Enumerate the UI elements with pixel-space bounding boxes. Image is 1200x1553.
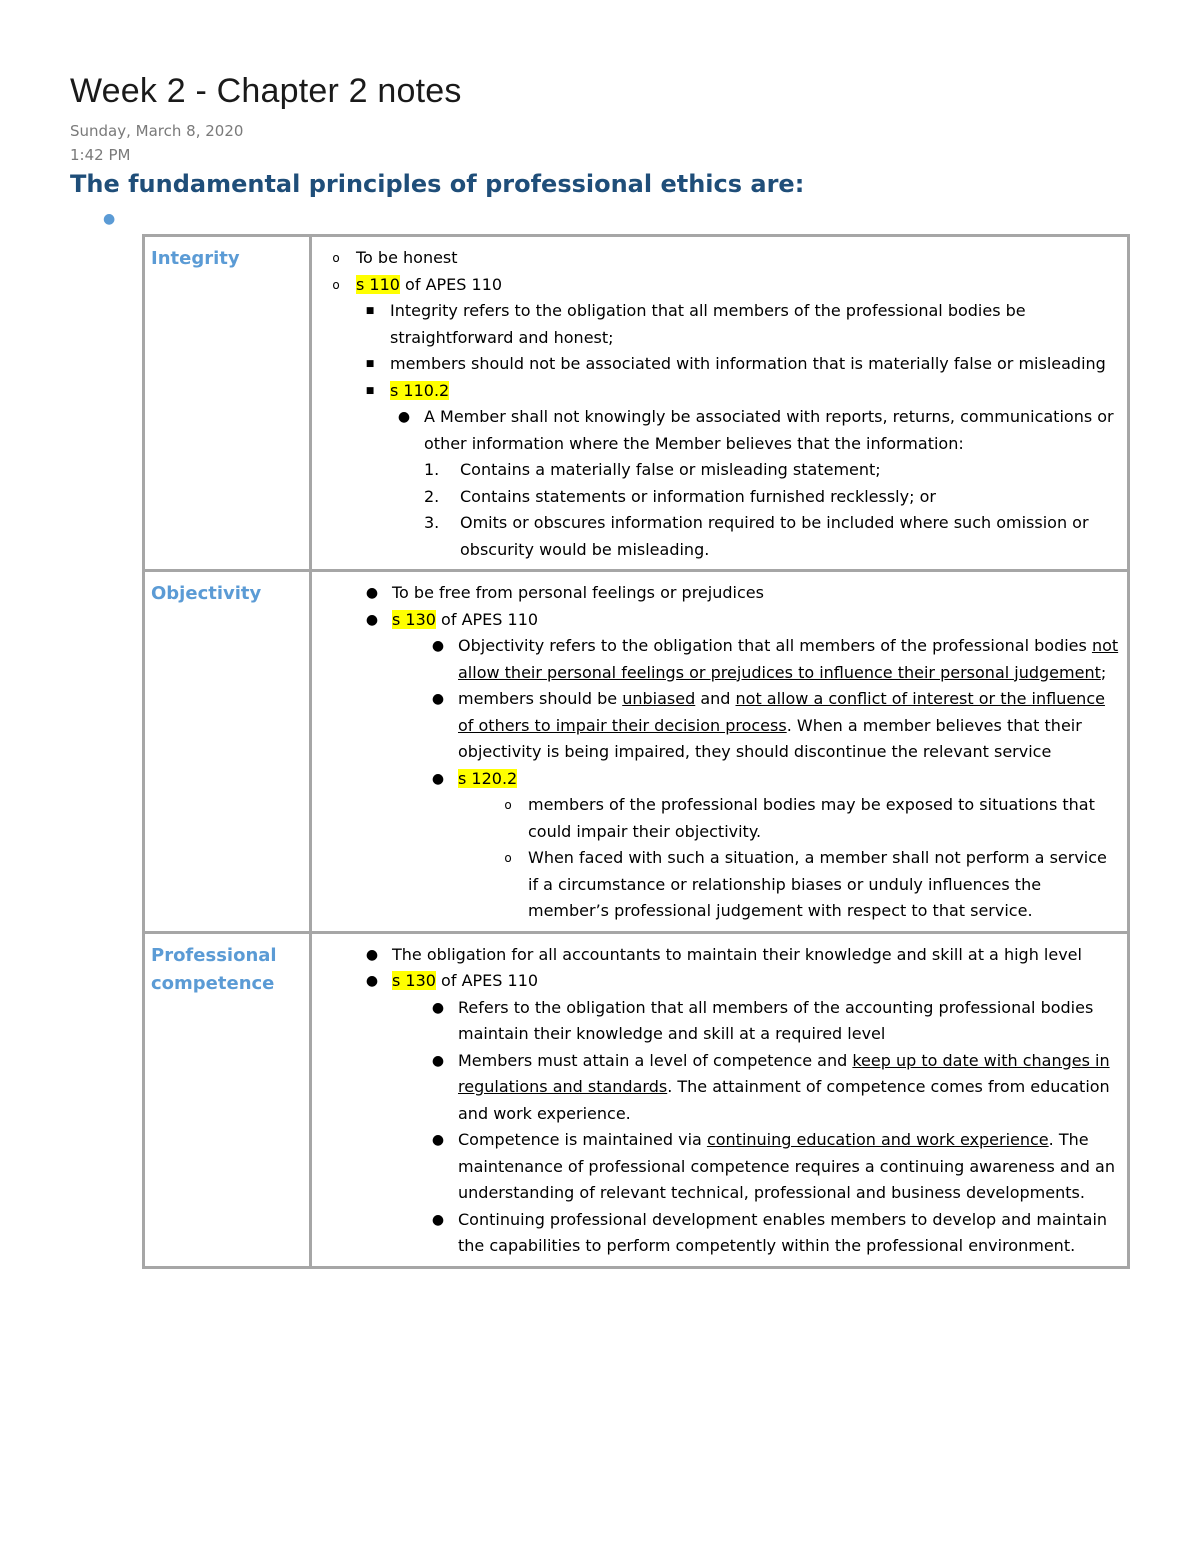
list-item [365,942,1121,969]
list-item [365,298,1121,351]
square-bullet-icon: ■ [365,359,375,369]
table-row [144,932,1129,1267]
list-item [424,484,1121,511]
label-cell [144,932,311,1267]
list-item [365,378,1121,564]
list [318,942,1121,1260]
note-time: 1:42 PM [70,146,131,164]
dot-bullet-icon: ● [365,946,379,963]
dot-bullet-icon: ● [397,409,411,425]
principle-label-integrity: Integrity [151,248,240,269]
list-item [431,1127,1121,1207]
circle-bullet-icon: o [504,851,512,865]
section-heading: The fundamental principles of professional ethics are: [70,170,805,198]
content-cell [311,571,1129,933]
list-item [365,580,1121,607]
list-item [424,457,1121,484]
list-item-text: Members must attain a level of competence and [458,1050,853,1070]
list-item [365,351,1121,378]
underlined-text: unbiased [622,689,696,708]
highlighted-reference: s 110 [356,274,400,294]
list-item-text: The obligation for all accountants to maintain their knowledge and skill at a high level [392,944,1082,964]
list-item-text: members should not be associated with information that is materially false or misleading [390,354,1106,373]
list-number: 3. [424,513,440,532]
dot-bullet-icon: ● [431,691,445,707]
list-item-text: When faced with such a situation, a member shall not perform a service if a circumstance or relationship biases or unduly influences the member’s professional judgement with respect to that service. [528,848,1107,920]
list-item-text: and [695,689,736,708]
content-cell [311,236,1129,571]
list-item-text: of APES 110 [435,609,539,629]
highlighted-reference: s 120.2 [458,768,518,788]
principle-label-objectivity: Objectivity [151,583,262,604]
square-bullet-icon: ■ [365,306,375,316]
list-item-text: members of the professional bodies may be exposed to situations that could impair their objectivity. [528,795,1095,841]
highlighted-reference: s 130 [392,609,436,629]
list-item [431,633,1121,686]
list-item-text: Competence is maintained via [458,1130,707,1149]
square-bullet-icon: ■ [365,385,375,396]
list-item-text: of APES 110 [399,274,503,294]
principle-label-competence: Professional competence [151,944,277,994]
list-item [332,245,1121,272]
underlined-text: not allow a conflict of interest or the influence of others to impair their decision process [458,689,1105,735]
list-item-text: of APES 110 [435,971,539,990]
list-item [365,968,1121,1260]
dot-bullet-icon: ● [431,1211,445,1228]
list-item-text: . The attainment of competence comes from education and work experience. [458,1077,1110,1123]
underlined-text: continuing education and work experience [706,1130,1049,1149]
list [318,245,1121,563]
list-item-text: A Member shall not knowingly be associated with reports, returns, communications or other information where the Member believes that the information: [424,407,1114,453]
circle-bullet-icon: o [332,251,340,265]
list [458,792,1121,925]
list-item-text: . The maintenance of professional competence requires a continuing awareness and an understanding of relevant technical, professional and business developments. [458,1130,1115,1202]
list-item-text: members should be [458,689,623,708]
list-item-text: . When a member believes that their objectivity is being impaired, they should discontinue the relevant service [458,715,1082,761]
circle-bullet-icon: o [504,798,512,812]
list [356,298,1121,563]
dot-bullet-icon: ● [431,638,445,654]
list [390,404,1121,563]
note-date: Sunday, March 8, 2020 [70,122,244,140]
label-cell [144,236,311,571]
list-item [397,404,1121,563]
list-item-text: Objectivity refers to the obligation that all members of the professional bodies [458,636,1092,655]
principles-table [142,234,1130,1269]
dot-bullet-icon: ● [365,585,379,601]
list-item-text: To be free from personal feelings or prejudices [392,583,764,602]
list-item-text: To be honest [356,248,458,267]
list-item-text: Contains a materially false or misleading statement; [460,460,881,479]
list-item [431,995,1121,1048]
underlined-text: keep up to date with changes in regulations and standards [458,1050,1110,1096]
circle-bullet-icon: o [332,277,340,292]
underlined-text: not allow their personal feelings or prejudices to influence their personal judgement [458,636,1119,682]
dot-bullet-icon: ● [431,1132,445,1148]
label-cell [144,571,311,933]
list-item [431,1207,1121,1260]
list-item-text: ; [1100,662,1107,682]
list-item-text: Continuing professional development enables members to develop and maintain the capabilities to perform competently within the professional environment. [458,1209,1108,1255]
list-item [504,845,1121,925]
content-cell [311,932,1129,1267]
dot-bullet-icon: ● [431,1052,445,1069]
numbered-list [424,457,1121,563]
dot-bullet-icon: ● [431,999,445,1016]
page-title: Week 2 - Chapter 2 notes [70,72,462,110]
dot-bullet-icon: ● [431,770,445,787]
list-item [424,510,1121,563]
list-item-text: Omits or obscures information required to be included where such omission or obscurity would be misleading. [460,513,1089,559]
list-item-text: Integrity refers to the obligation that all members of the professional bodies be straightforward and honest; [390,301,1026,347]
list-item [431,686,1121,766]
dot-bullet-icon: ● [365,973,379,989]
list-item [431,1048,1121,1128]
highlighted-reference: s 130 [392,971,436,990]
list-item [365,607,1121,925]
dot-bullet-icon: ● [365,611,379,628]
list-item [332,272,1121,564]
highlighted-reference: s 110.2 [390,380,450,400]
list-item-text: Refers to the obligation that all members of the accounting professional bodies maintain their knowledge and skill at a required level [458,997,1094,1043]
table-row [144,571,1129,933]
list-item [504,792,1121,845]
list [318,580,1121,925]
list-item [431,766,1121,925]
empty-bullet-icon: ● [103,211,116,227]
list-number: 2. [424,486,440,506]
list [392,995,1121,1260]
list-item-text: Contains statements or information furnished recklessly; or [460,486,936,506]
list-number: 1. [424,460,440,479]
list [392,633,1121,925]
table-row [144,236,1129,571]
